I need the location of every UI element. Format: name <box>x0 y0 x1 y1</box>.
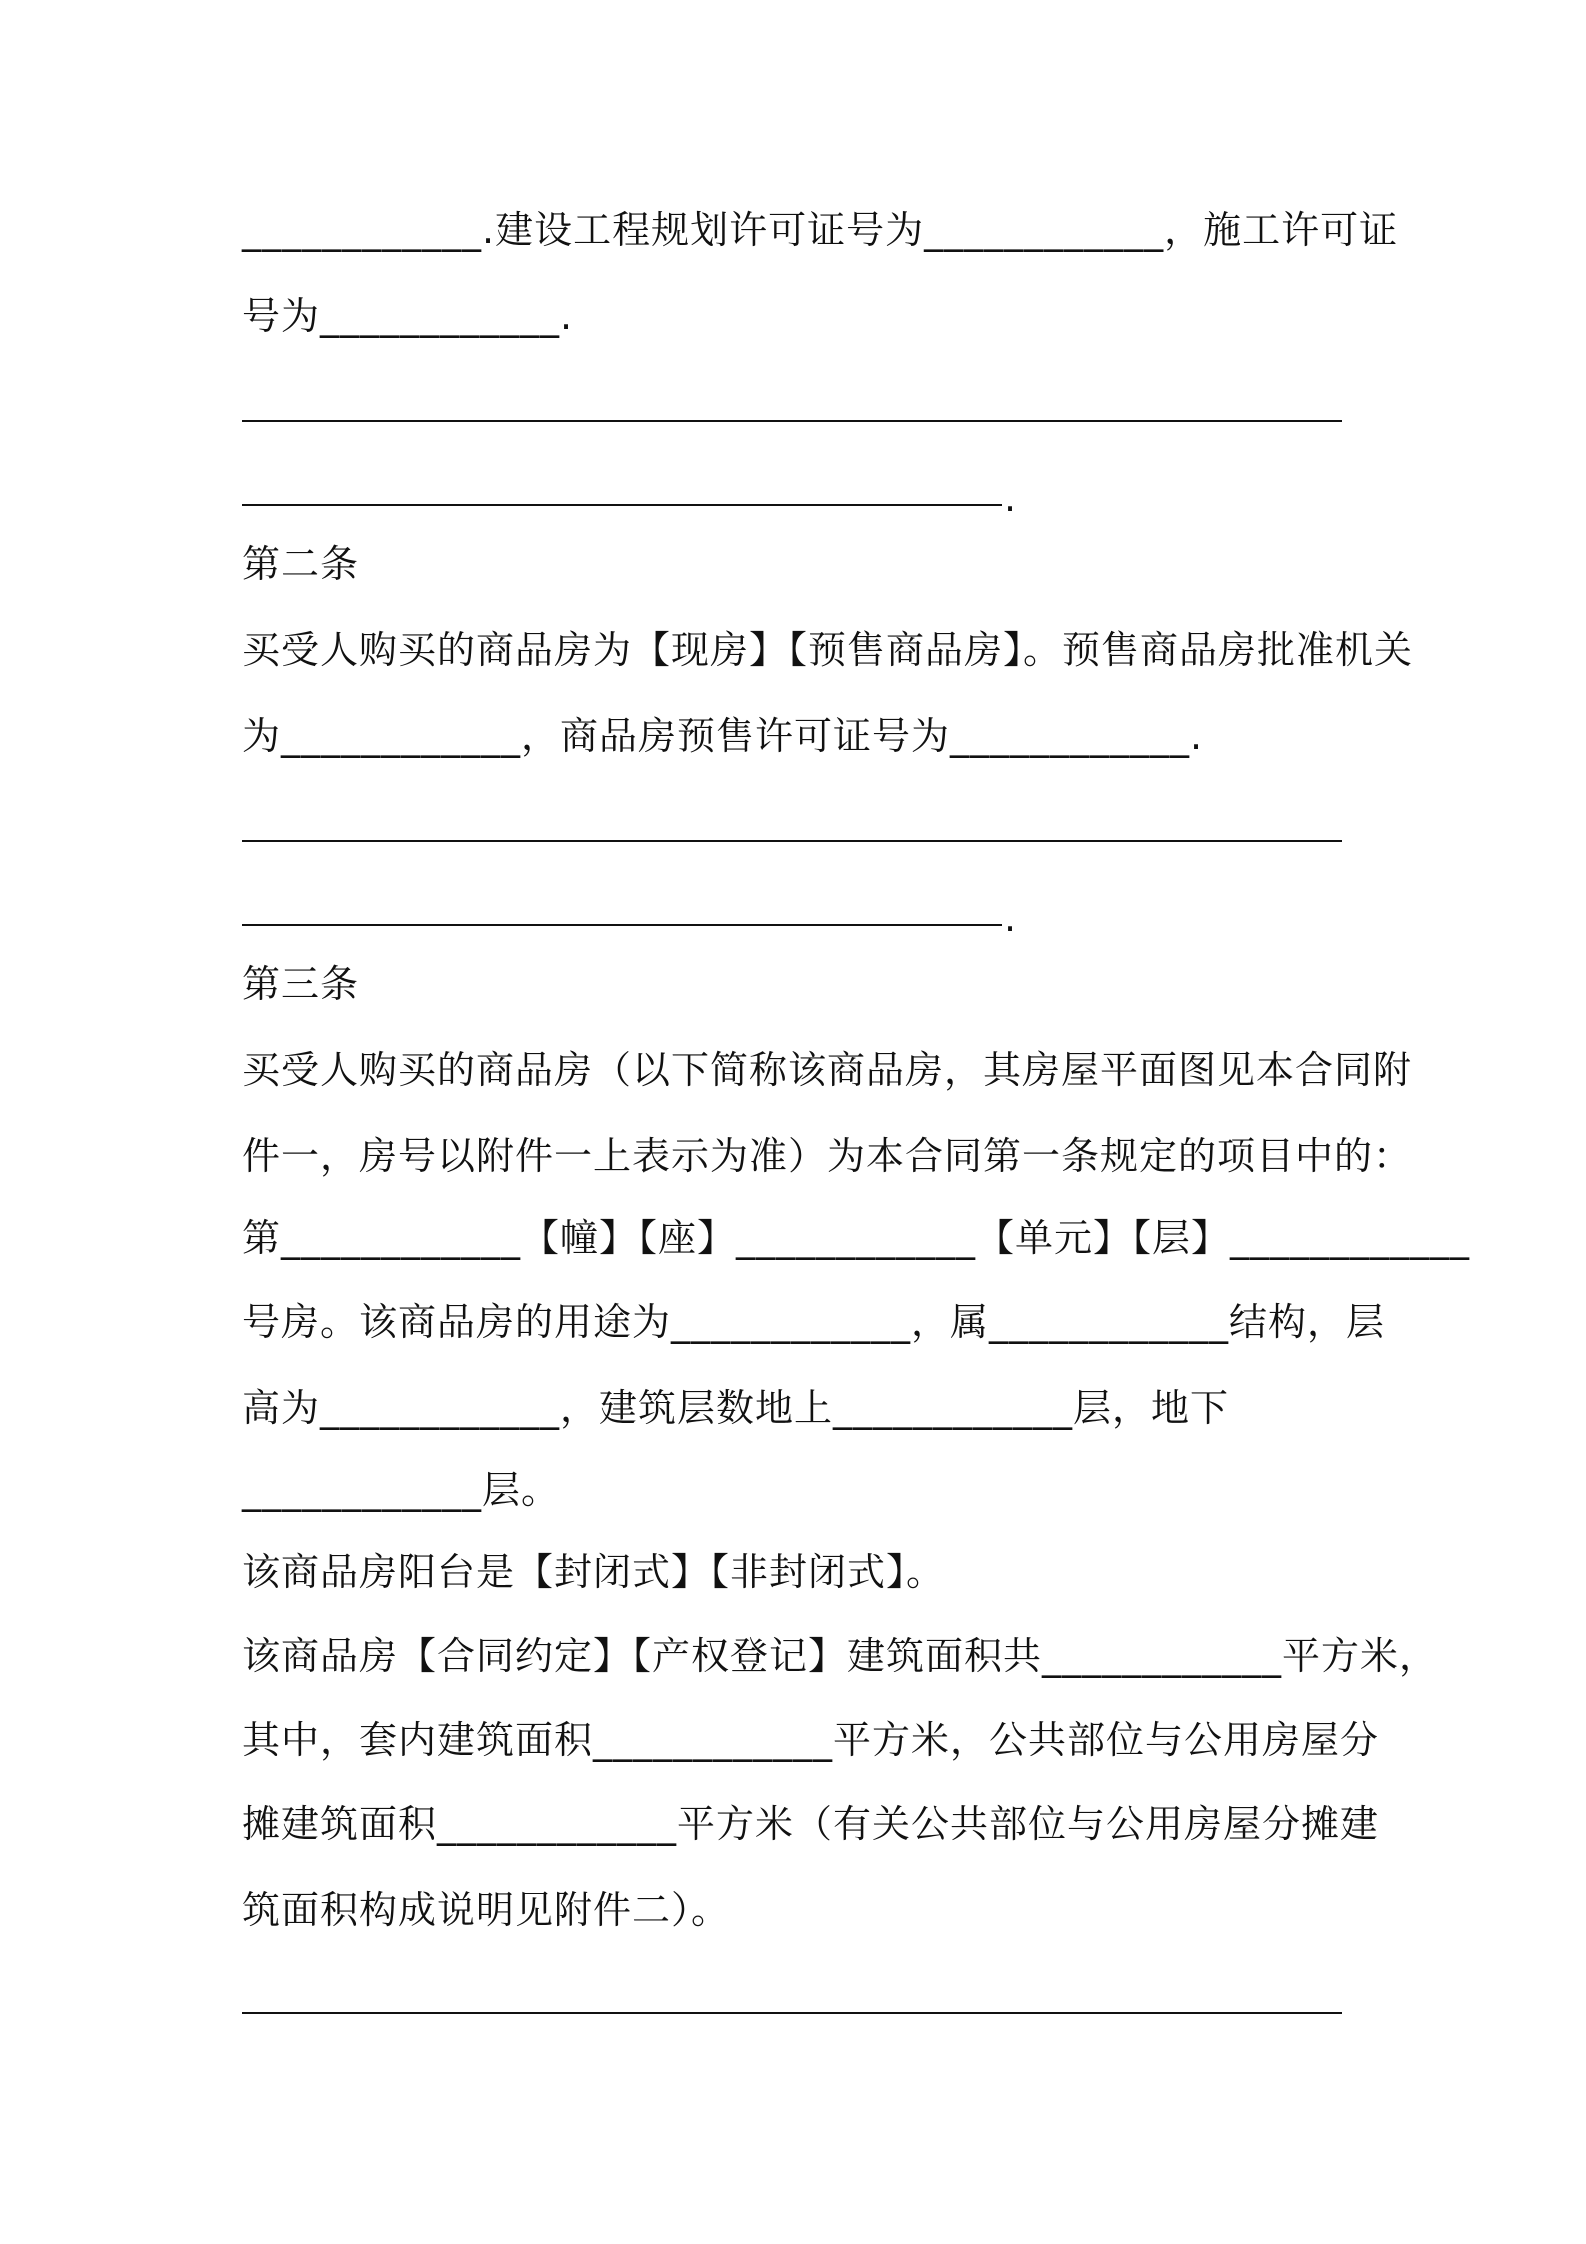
blank-rule <box>242 2012 1342 2014</box>
text-line-presale-permit: 为____________，商品房预售许可证号为____________. <box>242 714 1204 758</box>
article-three-heading: 第三条 <box>242 962 360 1006</box>
article-two-heading: 第二条 <box>242 542 360 586</box>
blank-rule <box>242 924 1002 926</box>
blank-rule <box>242 840 1342 842</box>
text-line-house-description-2: 件一，房号以附件一上表示为准）为本合同第一条规定的项目中的： <box>242 1134 1413 1178</box>
text-line-house-description-1: 买受人购买的商品房（以下简称该商品房，其房屋平面图见本合同附 <box>242 1048 1413 1092</box>
blank-rule <box>242 504 1002 506</box>
text-line-building-permit: ____________.建设工程规划许可证号为____________，施工许可证 <box>242 208 1399 252</box>
text-line-shared-area: 摊建筑面积____________平方米（有关公共部位与公用房屋分摊建 <box>242 1802 1380 1846</box>
text-line-underground-floors: ____________层。 <box>242 1468 561 1512</box>
blank-period: . <box>1004 896 1017 940</box>
text-line-floor-height: 高为____________，建筑层数地上____________层，地下 <box>242 1386 1230 1430</box>
text-line-inner-area: 其中，套内建筑面积____________平方米，公共部位与公用房屋分 <box>242 1718 1380 1762</box>
text-line-building-unit: 第____________【幢】【座】____________【单元】【层】____________ <box>242 1216 1471 1260</box>
text-line-balcony: 该商品房阳台是【封闭式】【非封闭式】。 <box>242 1550 946 1594</box>
text-line-presale-type: 买受人购买的商品房为【现房】【预售商品房】。预售商品房批准机关 <box>242 628 1414 672</box>
text-line-building-area: 该商品房【合同约定】【产权登记】建筑面积共____________平方米， <box>242 1634 1439 1678</box>
text-line-appendix-note: 筑面积构成说明见附件二）。 <box>242 1888 731 1932</box>
text-line-construction-permit: 号为____________. <box>242 294 574 338</box>
blank-period: . <box>1004 476 1017 520</box>
text-line-usage-structure: 号房。该商品房的用途为____________，属____________结构，层 <box>242 1300 1386 1344</box>
blank-rule <box>242 420 1342 422</box>
